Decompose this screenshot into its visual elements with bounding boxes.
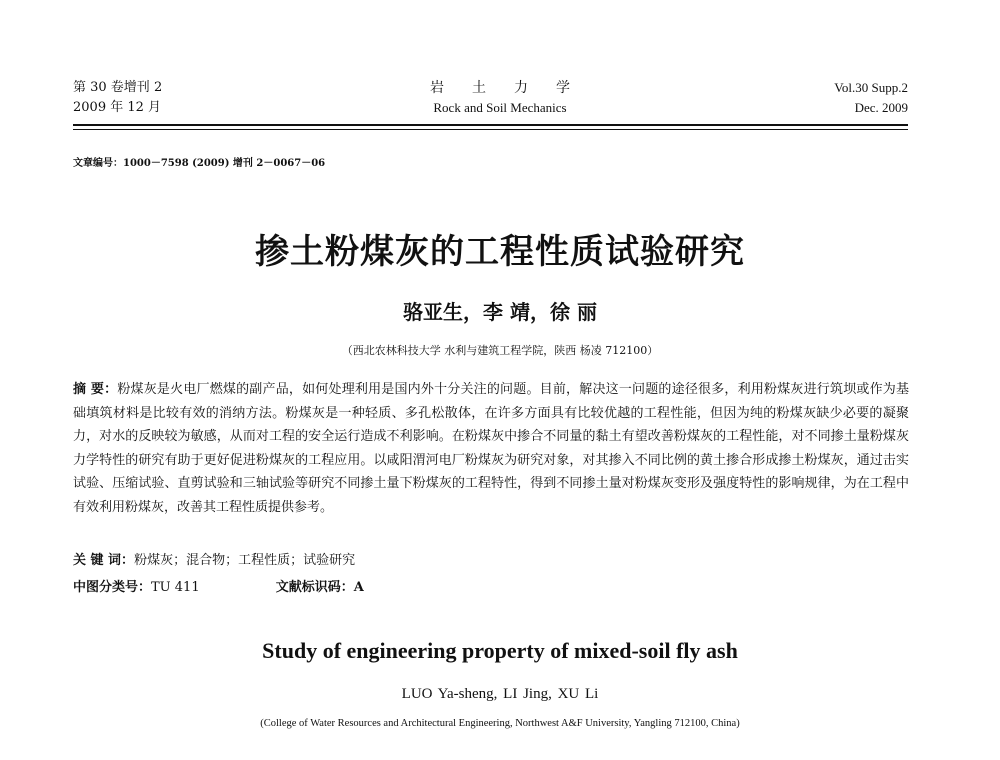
affiliation-cn: （西北农林科技大学 水利与建筑工程学院，陕西 杨凌 712100） <box>341 344 659 357</box>
journal-name-en: Rock and Soil Mechanics <box>433 100 567 115</box>
clc-label: 中图分类号： <box>73 580 152 595</box>
article-number <box>73 154 325 169</box>
abstract-text: 粉煤灰是火电厂燃煤的副产品，如何处理利用是国内外十分关注的问题。目前，解决这一问题的途径很多，利用粉煤灰进行筑坝或作为基础填筑材料是比较有效的消纳方法。粉煤灰是一种轻质、多孔松散体，在许多方面具有比较优越的工程性能，但因为纯的粉煤灰缺少必要的凝聚力，对水的反映较为敏感，从而对工程的安全运行造成不利影响。在粉煤灰中掺合不同量的黏土有望改善粉煤灰的工程性能，对不同掺土量粉煤灰力学特性的研究有助于更好促进粉煤灰的工程应用。以咸阳渭河电厂粉煤灰为研究对象，对其掺入不同比例的黄土掺合形成掺土粉煤灰，通过击实试验、压缩试验、直剪试验和三轴试验等研究不同掺土量下粉煤灰的工程特性，得到不同掺土量对粉煤灰变形及强度特性的影响规律，为在工程中有效利用粉煤灰，改善其工程性质提供参考。 <box>73 382 909 515</box>
volume-en: Vol.30 Supp.2 <box>834 80 908 95</box>
date-cn: 2009 年 12 月 <box>73 100 162 115</box>
article-number-value: 1000－7598 (2009) 增刊 2－0067－06 <box>123 158 326 169</box>
keywords-text: 粉煤灰；混合物；工程性质；试验研究 <box>134 553 356 568</box>
date-en: Dec. 2009 <box>854 100 908 115</box>
abstract <box>73 378 909 519</box>
abstract-label: 摘 要： <box>73 382 118 397</box>
article-number-label: 文章编号： <box>73 158 123 169</box>
volume-cn: 第 30 卷增刊 2 <box>73 80 163 95</box>
affiliation-en: (College of Water Resources and Architectural Engineering, Northwest A&F University, Yangling 712100, China) <box>260 718 740 729</box>
paper-title-cn: 掺土粉煤灰的工程性质试验研究 <box>255 232 745 272</box>
header-volume-date-en <box>834 78 908 118</box>
header-rule-thin <box>73 129 908 130</box>
doc-code-value: A <box>353 580 364 595</box>
journal-name-cn: 岩土力学 <box>430 80 598 96</box>
clc-value: TU 411 <box>151 580 200 595</box>
doc-code-label: 文献标识码： <box>275 580 354 595</box>
keywords-label: 关 键 词： <box>73 553 135 568</box>
authors-en: LUO Ya-sheng, LI Jing, XU Li <box>401 686 599 702</box>
paper-title-en: Study of engineering property of mixed-soil fly ash <box>262 638 738 663</box>
authors-cn: 骆亚生，李 靖，徐 丽 <box>403 300 597 324</box>
header-rule-thick <box>73 124 908 126</box>
keywords <box>73 551 355 571</box>
classification-line <box>73 578 364 598</box>
